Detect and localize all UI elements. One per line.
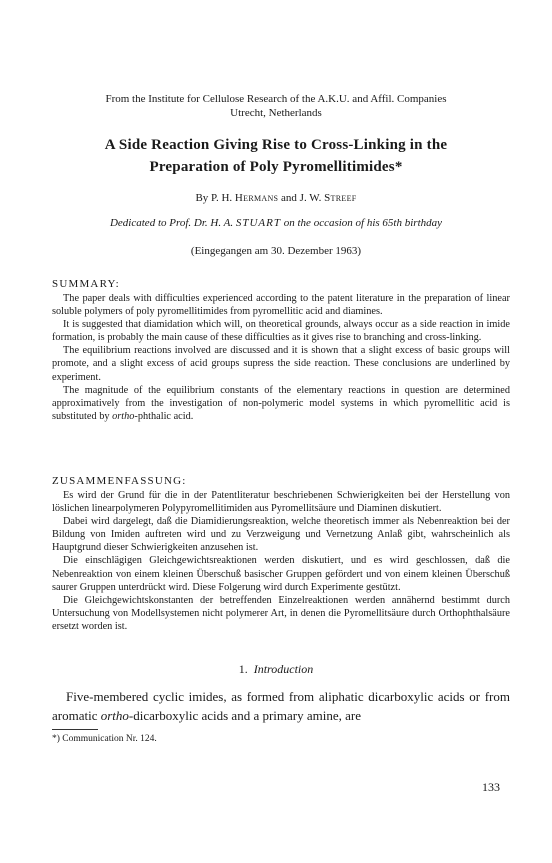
zusammenfassung-paragraph: Die Gleichgewichtskonstanten der betreffenden Einzelreaktionen werden annähernd bestimmt durch Untersuchung von Modellsystemen nicht polymerer Art, in denen die Pyromellitsäure durch Orthophthalsäure ersetzt worden ist. <box>52 594 510 632</box>
introduction-text <box>52 687 510 725</box>
dedication-post: on the occasion of his 65th birthday <box>281 217 443 229</box>
section-title: Introduction <box>253 662 314 676</box>
zusammenfassung-heading: ZUSAMMENFASSUNG: <box>52 475 187 487</box>
zusammenfassung-body <box>52 489 510 633</box>
dedication-pre: Dedicated to Prof. Dr. H. A. <box>109 217 236 229</box>
intro-text-italic: ortho <box>100 708 129 723</box>
author-2-surname: Streef <box>324 192 357 204</box>
section-heading-introduction <box>0 662 552 677</box>
authors <box>0 192 552 204</box>
summary-paragraph: The paper deals with difficulties experienced according to the patent literature in the preparation of linear soluble polymers of poly pyromellitimides from pyromellitic acid and diamines. <box>52 293 510 318</box>
summary-paragraph <box>52 384 510 423</box>
footnote-rule <box>52 729 98 730</box>
zusammenfassung-paragraph: Es wird der Grund für die in der Patentliteratur beschriebenen Schwierigkeiten bei der Herstellung von löslichen linearpolymeren Polypyromellitimiden aus Pyromellitsäure und Diaminen diskutiert. <box>52 490 510 515</box>
summary-heading: SUMMARY: <box>52 278 120 290</box>
affiliation-line-2: Utrecht, Netherlands <box>230 107 322 119</box>
summary-p4-post: -phthalic acid. <box>134 410 194 422</box>
dedication <box>0 217 552 229</box>
section-number: 1. <box>238 662 248 676</box>
zusammenfassung-paragraph: Dabei wird dargelegt, daß die Diamidierungsreaktion, welche theoretisch immer als Nebenreaktion bei der Bildung von Imiden auftreten wird und zu Verzweigung und Vernetzung Anlaß gibt, wahrscheinlich als Hauptgrund dieser Schwierigkeiten anzusehen ist. <box>52 516 510 554</box>
author-1-surname: Hermans <box>234 192 279 204</box>
affiliation-line-1: From the Institute for Cellulose Research of the A.K.U. and Affil. Companies <box>105 93 447 105</box>
intro-text-post: -dicarboxylic acids and a primary amine, are <box>128 708 361 723</box>
title-line-1: A Side Reaction Giving Rise to Cross-Linking in the <box>104 137 448 153</box>
title-line-2: Preparation of Poly Pyromellitimides* <box>149 159 403 175</box>
zusammenfassung-paragraph: Die einschlägigen Gleichgewichtsreaktionen werden diskutiert, und es wird geschlossen, daß die Nebenreaktion von einem kleinen Überschuß basischer Gruppen gefördert und von einem kleinen Überschuß saurer Gruppen unterdrückt wird. Diese Folgerung wird durch Experimente gestützt. <box>52 555 510 593</box>
introduction-paragraph <box>52 687 510 725</box>
summary-body <box>52 292 510 423</box>
summary-p4-pre: The magnitude of the equilibrium constants of the elementary reactions in question are determined approximatively from the investigation of non-polymeric model systems in which pyromellitic acid is substituted by <box>52 384 510 422</box>
summary-p4-italic: ortho <box>112 410 135 422</box>
authors-prefix: By P. H. <box>195 192 235 204</box>
dedication-name: STUART <box>235 217 281 229</box>
page-number: 133 <box>482 780 500 794</box>
intro-text-pre: Five-membered cyclic imides, as formed from aliphatic dicarboxylic acids or from aromatic <box>52 689 510 723</box>
received-date: (Eingegangen am 30. Dezember 1963) <box>190 245 362 257</box>
footnote: *) Communication Nr. 124. <box>52 734 157 744</box>
summary-paragraph: It is suggested that diamidation which will, on theoretical grounds, always occur as a side reaction in imide formation, is probably the main cause of these difficulties as it gives rise to branching and cross-linking. <box>52 319 510 344</box>
summary-paragraph: The equilibrium reactions involved are discussed and it is shown that a slight excess of basic groups will promote, and a slight excess of acid groups supress the side reaction. These conclusions are underlined by experiment. <box>52 345 510 383</box>
authors-middle: and J. W. <box>278 192 325 204</box>
